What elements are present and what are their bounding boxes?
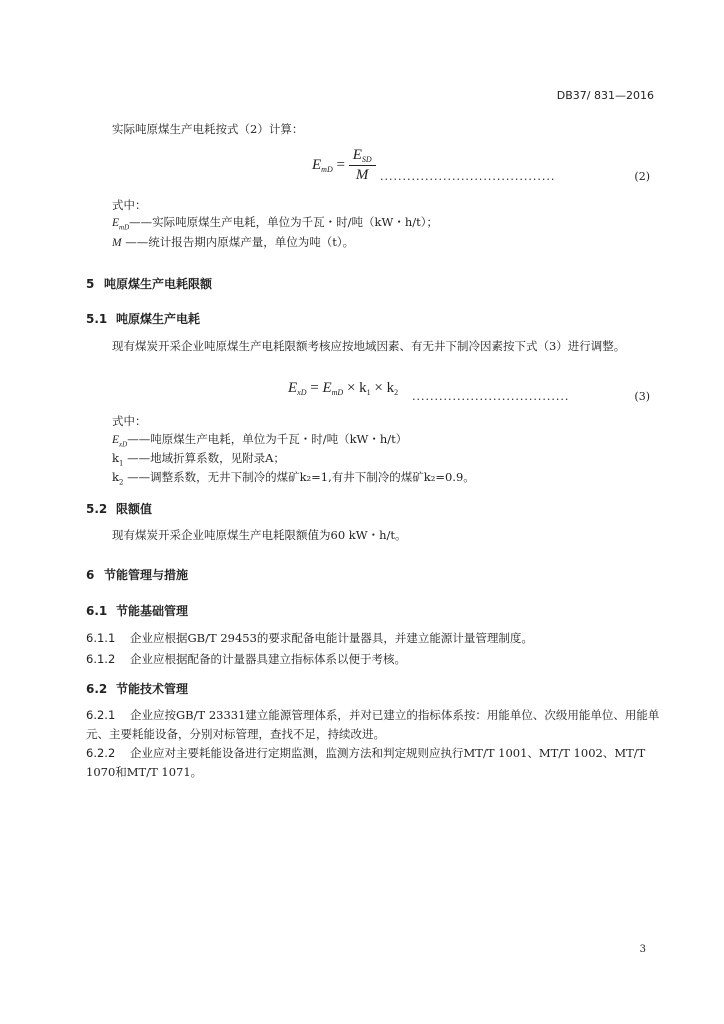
section-5-1-heading: 5.1 吨原煤生产电耗 (86, 312, 201, 326)
intro-line: 实际吨原煤生产电耗按式（2）计算： (112, 122, 304, 136)
section-5-2-heading: 5.2 限额值 (86, 502, 153, 516)
equation-2 (312, 147, 376, 184)
eq2-dot-leader: ....................................... (380, 170, 556, 183)
clause-6-1-1: 6.1.1 企业应根据GB/T 29453的要求配备电能计量器具，并建立能源计量管理制度。 (86, 631, 533, 645)
eq2-lhs-sub: mD (321, 164, 333, 174)
section-6-heading: 6 节能管理与措施 (86, 568, 189, 582)
section-5-heading: 5 吨原煤生产电耗限额 (86, 277, 213, 291)
where1-line-2: M ——统计报告期内原煤产量，单位为吨（t）。 (112, 235, 355, 249)
page-number: 3 (639, 944, 646, 955)
eq2-number: (2) (634, 170, 650, 183)
eq2-lhs: E (312, 156, 322, 173)
eq3-dot-leader: ................................... (412, 390, 570, 403)
eq2-fraction (349, 147, 376, 184)
where-label-2: 式中： (112, 414, 147, 428)
eq2-equals: = (336, 156, 345, 173)
clause-6-1-2: 6.1.2 企业应根据配备的计量器具建立指标体系以便于考核。 (86, 652, 406, 666)
section-6-1-heading: 6.1 节能基础管理 (86, 604, 189, 618)
where2-line-2: $k_1$ ——地域折算系数，见附录A； (112, 451, 285, 468)
section-5-2-paragraph: 现有煤炭开采企业吨原煤生产电耗限额值为60 kW・h/t。 (112, 528, 407, 542)
document-code: DB37/ 831—2016 (556, 89, 654, 102)
where-label-1: 式中： (112, 198, 147, 212)
eq2-numerator-sub: SD (361, 155, 372, 164)
section-5-1-paragraph: 现有煤炭开采企业吨原煤生产电耗限额考核应按地域因素、有无井下制冷因素按下式（3）进行调整。 (112, 339, 626, 353)
where1-line-1: $E_{mD}——$实际吨原煤生产电耗，单位为千瓦・时/吨（kW・h/t）； (112, 215, 438, 232)
where2-line-1: $E_{xD}——$吨原煤生产电耗，单位为千瓦・时/吨（kW・h/t） (112, 432, 408, 449)
where2-line-3: $k_2$ ——调整系数，无井下制冷的煤矿k₂=1,有井下制冷的煤矿k₂=0.9。 (112, 470, 475, 487)
section-6-2-heading: 6.2 节能技术管理 (86, 682, 189, 696)
clause-6-2-2: 6.2.2 企业应对主要耗能设备进行定期监测，监测方法和判定规则应执行MT/T 1001、MT/T 1002、MT/T 1070和MT/T 1071。 (86, 746, 646, 779)
equation-3: $E_{xD} = E_{mD} \times k_1 \times k_2$ (288, 380, 399, 397)
eq2-numerator: E (352, 147, 362, 163)
clause-6-2-1: 6.2.1 企业应按GB/T 23331建立能源管理体系，并对已建立的指标体系按：用能单位、次级用能单位、用能单元、主要耗能设备，分别对标管理，查找不足，持续改进。 (86, 708, 660, 741)
eq2-denominator: M (355, 167, 369, 183)
eq3-number: (3) (634, 390, 650, 403)
